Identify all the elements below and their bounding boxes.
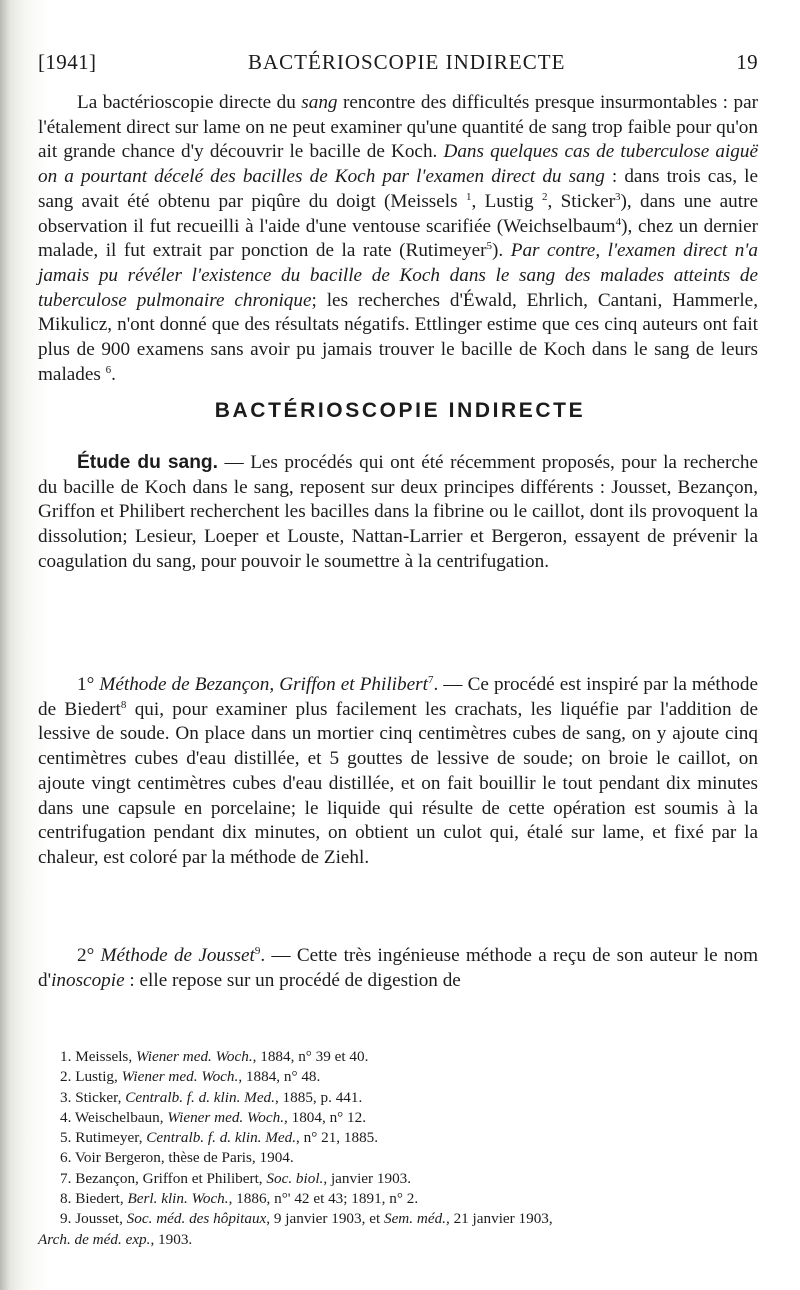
- footnote: 2. Lustig, Wiener med. Woch., 1884, n° 48.: [60, 1068, 321, 1086]
- paragraph-blood-study: Étude du sang. — Les procédés qui ont été récemment proposés, pour la recherche du bacille de Koch dans le sang, reposent sur deux principes différents : Jousset, Bezançon, Griffon et Philibert recherchent les bacilles dans la fibrine ou le caillot, dont ils provoquent la dissolution; Lesieur, Loeper et Louste, Nattan-Larrier et Bergeron, essayent de prévenir la coagulation du sang, pour pouvoir le soumettre à la centrifugation.: [38, 452, 758, 572]
- footnotes: [38, 1047, 780, 1250]
- paragraph-direct-bacterioscopy: La bactérioscopie directe du sang rencontre des difficultés presque insurmontables : par l'étalement direct sur lame on ne peut examiner qu'une quantité de sang trop faible pour qu'on ait grande chance d'y découvrir le bacille de Koch. Dans quelques cas de tuberculose aiguë on a pourtant décelé des bacilles de Koch par l'examen direct du sang : dans trois cas, le sang avait été obtenu par piqûre du doigt (Meissels $^1$, Lustig $^2$, Sticker$^3$), dans une autre observation il fut recueilli à l'aide d'une ventouse scarifiée (Weichselbaum$^4$), chez un dernier malade, il fut extrait par ponction de la rate (Rutimeyer$^5$). Par contre, l'examen direct n'a jamais pu révéler l'existence du bacille de Koch dans le sang des malades atteints de tuberculose pulmonaire chronique; les recherches d'Éwald, Ehrlich, Cantani, Hammerle, Mikulicz, n'ont donné que des résultats négatifs. Ettlinger estime que ces cinq auteurs ont fait plus de 900 examens sans avoir pu jamais trouver le bacille de Koch dans le sang de leurs malades $^6$.: [38, 92, 759, 385]
- footnote-ref-8[interactable]: 8: [120, 698, 127, 711]
- footnote-ref-9[interactable]: 9: [254, 945, 261, 957]
- footnote-ref-6[interactable]: 6: [105, 363, 112, 376]
- footnote: 5. Rutimeyer, Centralb. f. d. klin. Med., n° 21, 1885.: [60, 1129, 379, 1147]
- footnote: 6. Voir Bergeron, thèse de Paris, 1904.: [60, 1149, 294, 1167]
- paragraph-lead: Étude du sang.: [77, 452, 218, 473]
- footnote-ref-7[interactable]: 7: [427, 674, 434, 686]
- footnote-ref-2[interactable]: 2: [541, 190, 548, 203]
- footnote: 3. Sticker, Centralb. f. d. klin. Med., 1885, p. 441.: [60, 1088, 363, 1106]
- page-number: 19: [736, 50, 758, 74]
- running-header: [38, 46, 758, 80]
- section-heading: BACTÉRIOSCOPIE INDIRECTE: [214, 399, 586, 422]
- footnote: 4. Weischelbaun, Wiener med. Woch., 1804, n° 12.: [60, 1108, 367, 1126]
- footnote: 1. Meissels, Wiener med. Woch., 1884, n° 39 et 40.: [60, 1048, 369, 1065]
- footnote-ref-1[interactable]: 1: [465, 190, 472, 203]
- footnote: 9. Jousset, Soc. méd. des hôpitaux, 9 janvier 1903, et Sem. méd., 21 janvier 1903,: [60, 1210, 553, 1228]
- header-title: BACTÉRIOSCOPIE INDIRECTE: [248, 50, 566, 74]
- paragraph-method-jousset: 2° Méthode de Jousset$^9$. — Cette très ingénieuse méthode a reçu de son auteur le nom d'inoscopie : elle repose sur un procédé de digestion de: [38, 945, 758, 991]
- paragraph-method-bezancon: 1° Méthode de Bezançon, Griffon et Philibert$^7$. — Ce procédé est inspiré par la méthode de Biedert$^8$ qui, pour examiner plus facilement les crachats, les liquéfie par l'addition de lessive de soude. On place dans un mortier cinq centimètres cubes de sang, on y ajoute cinq centimètres cubes d'eau distillée, et 5 gouttes de lessive de soude; on broie le caillot, on ajoute vingt centimètres cubes d'eau distillée, et on fait bouillir le tout pendant dix minutes dans une capsule en porcelaine; le liquide qui résulte de cette opération est soumis à la centrifugation pendant dix minutes, on obtient un culot qui, étalé sur lame, et fixé par la chaleur, est coloré par la méthode de Ziehl.: [38, 674, 758, 868]
- footnote-ref-3[interactable]: 3: [615, 190, 621, 203]
- footnote-continuation: Arch. de méd. exp., 1903.: [38, 1230, 193, 1248]
- footnote: 8. Biedert, Berl. klin. Woch., 1886, n°' 42 et 43; 1891, n° 2.: [60, 1190, 419, 1208]
- footnote-ref-5[interactable]: 5: [486, 240, 493, 253]
- footnote: 7. Bezançon, Griffon et Philibert, Soc. biol., janvier 1903.: [60, 1169, 412, 1187]
- header-year: [1941]: [38, 50, 97, 74]
- footnote-ref-4[interactable]: 4: [615, 215, 622, 228]
